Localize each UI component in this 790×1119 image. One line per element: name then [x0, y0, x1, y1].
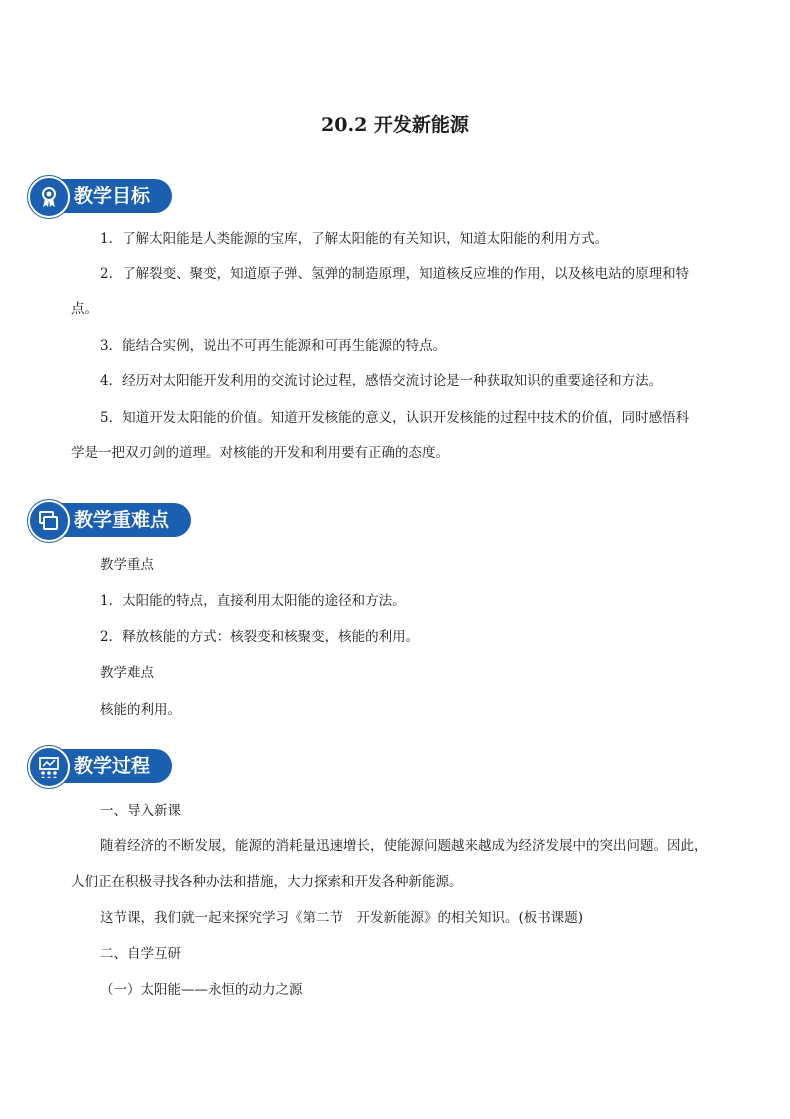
process-line: 这节课，我们就一起来探究学习《第二节 开发新能源》的相关知识。(板书课题) [100, 910, 584, 926]
objective-line: 4．经历对太阳能开发利用的交流讨论过程，感悟交流讨论是一种获取知识的重要途径和方法。 [100, 373, 663, 389]
award-ribbon-icon [28, 176, 70, 218]
key-point-line: 1．太阳能的特点，直接利用太阳能的途径和方法。 [100, 593, 406, 609]
process-line: 人们正在积极寻找各种办法和措施，大力探索和开发各种新能源。 [71, 874, 463, 890]
process-line: （一）太阳能——永恒的动力之源 [100, 982, 303, 998]
objective-line: 学是一把双刃剑的道理。对核能的开发和利用要有正确的态度。 [71, 445, 449, 461]
presentation-board-icon [28, 746, 70, 788]
objective-line: 1．了解太阳能是人类能源的宝库，了解太阳能的有关知识，知道太阳能的利用方式。 [100, 231, 609, 247]
section-heading: 教学过程 [50, 749, 172, 783]
objective-line: 点。 [71, 301, 98, 317]
page-title: 20.2 开发新能源 [321, 114, 469, 136]
objective-line: 3．能结合实例，说出不可再生能源和可再生能源的特点。 [100, 338, 447, 354]
objective-line: 5．知道开发太阳能的价值。知道开发核能的意义，认识开发核能的过程中技术的价值，同时感悟科 [100, 410, 690, 426]
process-line: 二、自学互研 [100, 946, 181, 962]
stacked-pages-icon [28, 500, 70, 542]
key-point-line: 核能的利用。 [100, 702, 181, 718]
section-heading: 教学重难点 [50, 503, 191, 537]
key-point-line: 2．释放核能的方式：核裂变和核聚变，核能的利用。 [100, 629, 420, 645]
process-line: 一、导入新课 [100, 803, 181, 819]
key-point-line: 教学难点 [100, 665, 154, 681]
objective-line: 2．了解裂变、聚变，知道原子弹、氢弹的制造原理，知道核反应堆的作用，以及核电站的原理和特 [100, 266, 690, 282]
process-line: 随着经济的不断发展，能源的消耗量迅速增长，使能源问题越来越成为经济发展中的突出问题。因此， [100, 838, 708, 854]
key-point-line: 教学重点 [100, 557, 154, 573]
section-heading: 教学目标 [50, 179, 172, 213]
